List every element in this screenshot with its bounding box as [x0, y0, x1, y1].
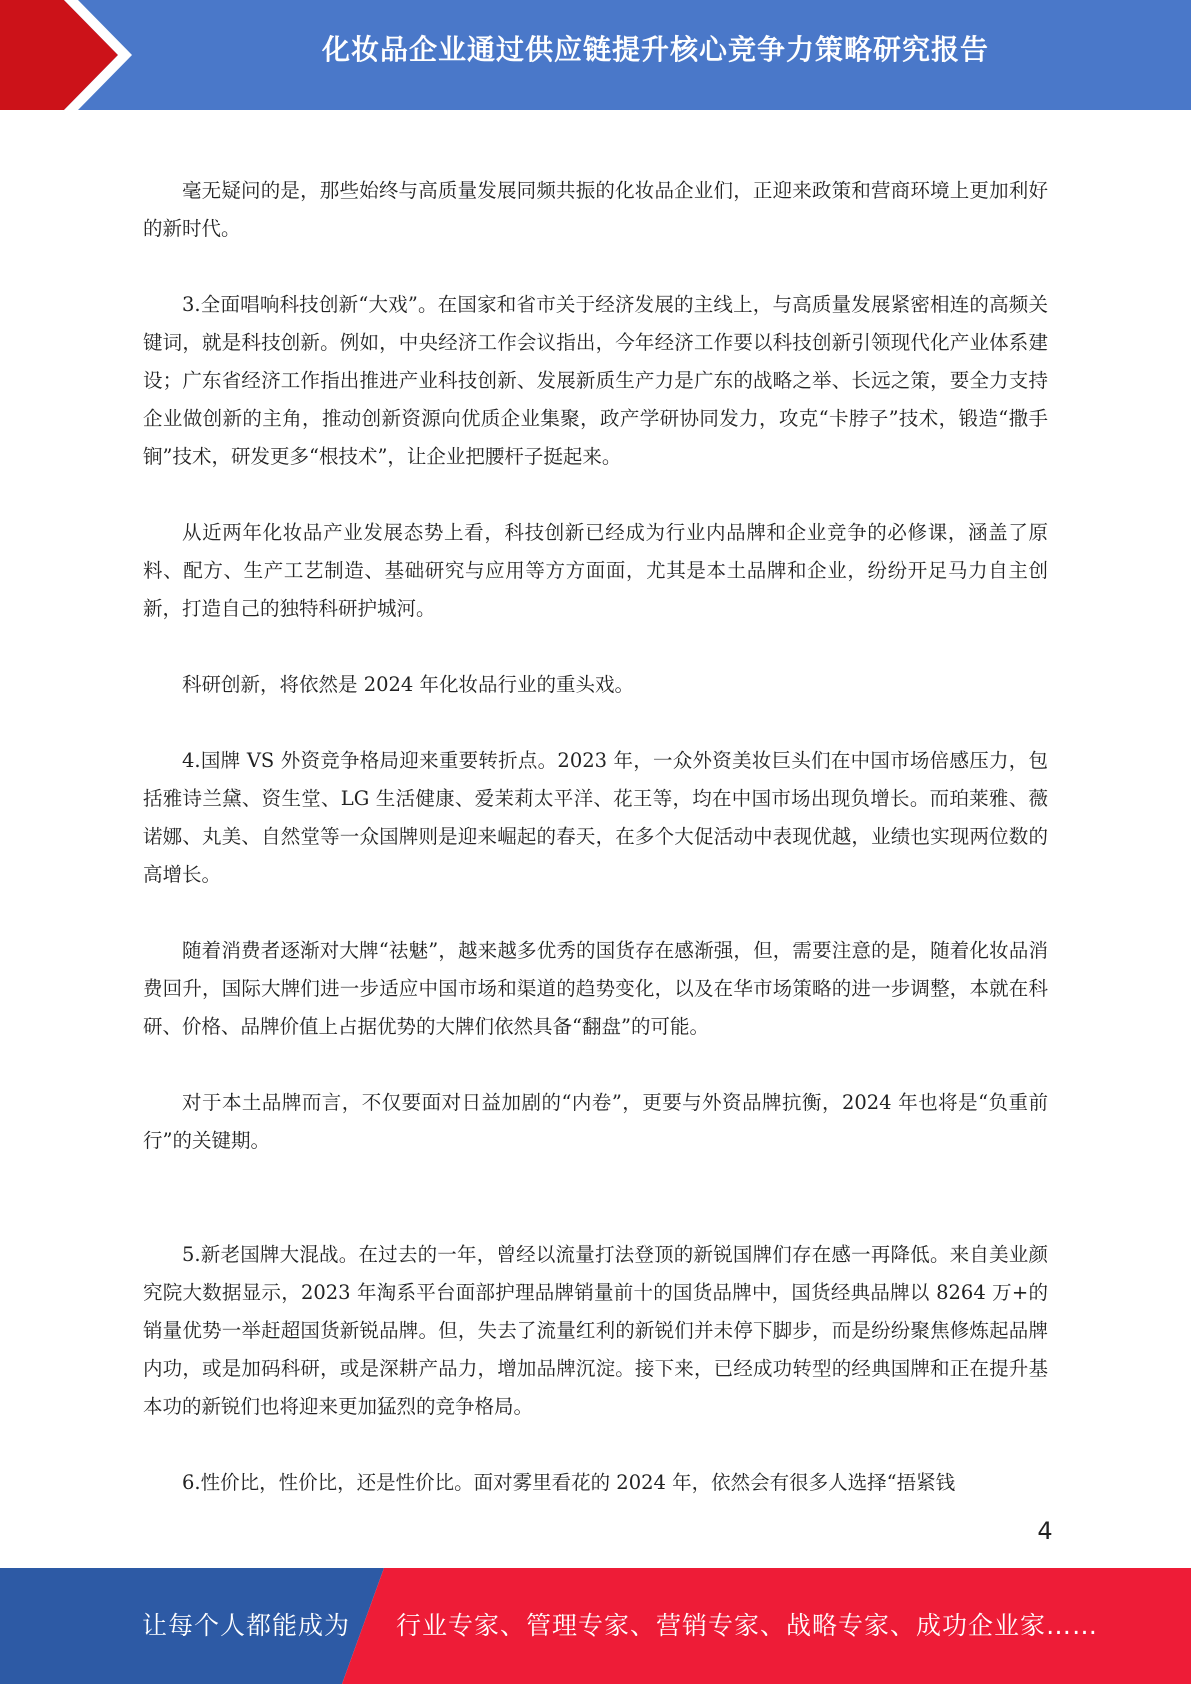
footer-slogan-left: 让每个人都能成为 [142, 1611, 351, 1640]
paragraph: 6.性价比，性价比，还是性价比。面对雾里看花的 2024 年，依然会有很多人选择“捂紧钱 [182, 1471, 956, 1494]
paragraph: 5.新老国牌大混战。在过去的一年，曾经以流量打法登顶的新锐国牌们存在感一再降低。来自美业颜究院大数据显示，2023 年淘系平台面部护理品牌销量前十的国货品牌中，国货经典品牌以 8264 万+的销量优势一举赶超国货新锐品牌。但，失去了流量红利的新锐们并未停下脚步，而是纷纷聚焦修炼起品牌内功，或是加码科研，或是深耕产品力，增加品牌沉淀。接下来，已经成功转型的经典国牌和正在提升基本功的新锐们也将迎来更加猛烈的竞争格局。 [143, 1243, 1048, 1418]
footer-slogan-right: 行业专家、管理专家、营销专家、战略专家、成功企业家…… [396, 1611, 1099, 1640]
page-header [0, 0, 1191, 110]
paragraph: 对于本土品牌而言，不仅要面对日益加剧的“内卷”，更要与外资品牌抗衡，2024 年也将是“负重前行”的关键期。 [143, 1091, 1048, 1152]
paragraph: 3.全面唱响科技创新“大戏”。在国家和省市关于经济发展的主线上，与高质量发展紧密相连的高频关键词，就是科技创新。例如，中央经济工作会议指出，今年经济工作要以科技创新引领现代化产业体系建设；广东省经济工作指出推进产业科技创新、发展新质生产力是广东的战略之举、长远之策，要全力支持企业做创新的主角，推动创新资源向优质企业集聚，政产学研协同发力，攻克“卡脖子”技术，锻造“撒手锏”技术，研发更多“根技术”，让企业把腰杆子挺起来。 [143, 293, 1048, 468]
page-number: 4 [1037, 1517, 1053, 1545]
document-body [143, 172, 1048, 1540]
paragraph: 科研创新，将依然是 2024 年化妆品行业的重头戏。 [182, 673, 635, 696]
paragraph: 4.国牌 VS 外资竞争格局迎来重要转折点。2023 年，一众外资美妆巨头们在中国市场倍感压力，包括雅诗兰黛、资生堂、LG 生活健康、爱茉莉太平洋、花王等，均在中国市场出现负增长。而珀莱雅、薇诺娜、丸美、自然堂等一众国牌则是迎来崛起的春天，在多个大促活动中表现优越，业绩也实现两位数的高增长。 [143, 749, 1048, 886]
page-title: 化妆品企业通过供应链提升核心竞争力策略研究报告 [321, 33, 989, 66]
page-footer [0, 1568, 1191, 1684]
paragraph: 毫无疑问的是，那些始终与高质量发展同频共振的化妆品企业们，正迎来政策和营商环境上更加利好的新时代。 [143, 179, 1048, 240]
header-arrow-decoration [0, 0, 160, 110]
paragraph: 随着消费者逐渐对大牌“祛魅”，越来越多优秀的国货存在感渐强，但，需要注意的是，随着化妆品消费回升，国际大牌们进一步适应中国市场和渠道的趋势变化，以及在华市场策略的进一步调整，本就在科研、价格、品牌价值上占据优势的大牌们依然具备“翻盘”的可能。 [143, 939, 1048, 1038]
paragraph: 从近两年化妆品产业发展态势上看，科技创新已经成为行业内品牌和企业竞争的必修课，涵盖了原料、配方、生产工艺制造、基础研究与应用等方方面面，尤其是本土品牌和企业，纷纷开足马力自主创新，打造自己的独特科研护城河。 [143, 521, 1048, 620]
